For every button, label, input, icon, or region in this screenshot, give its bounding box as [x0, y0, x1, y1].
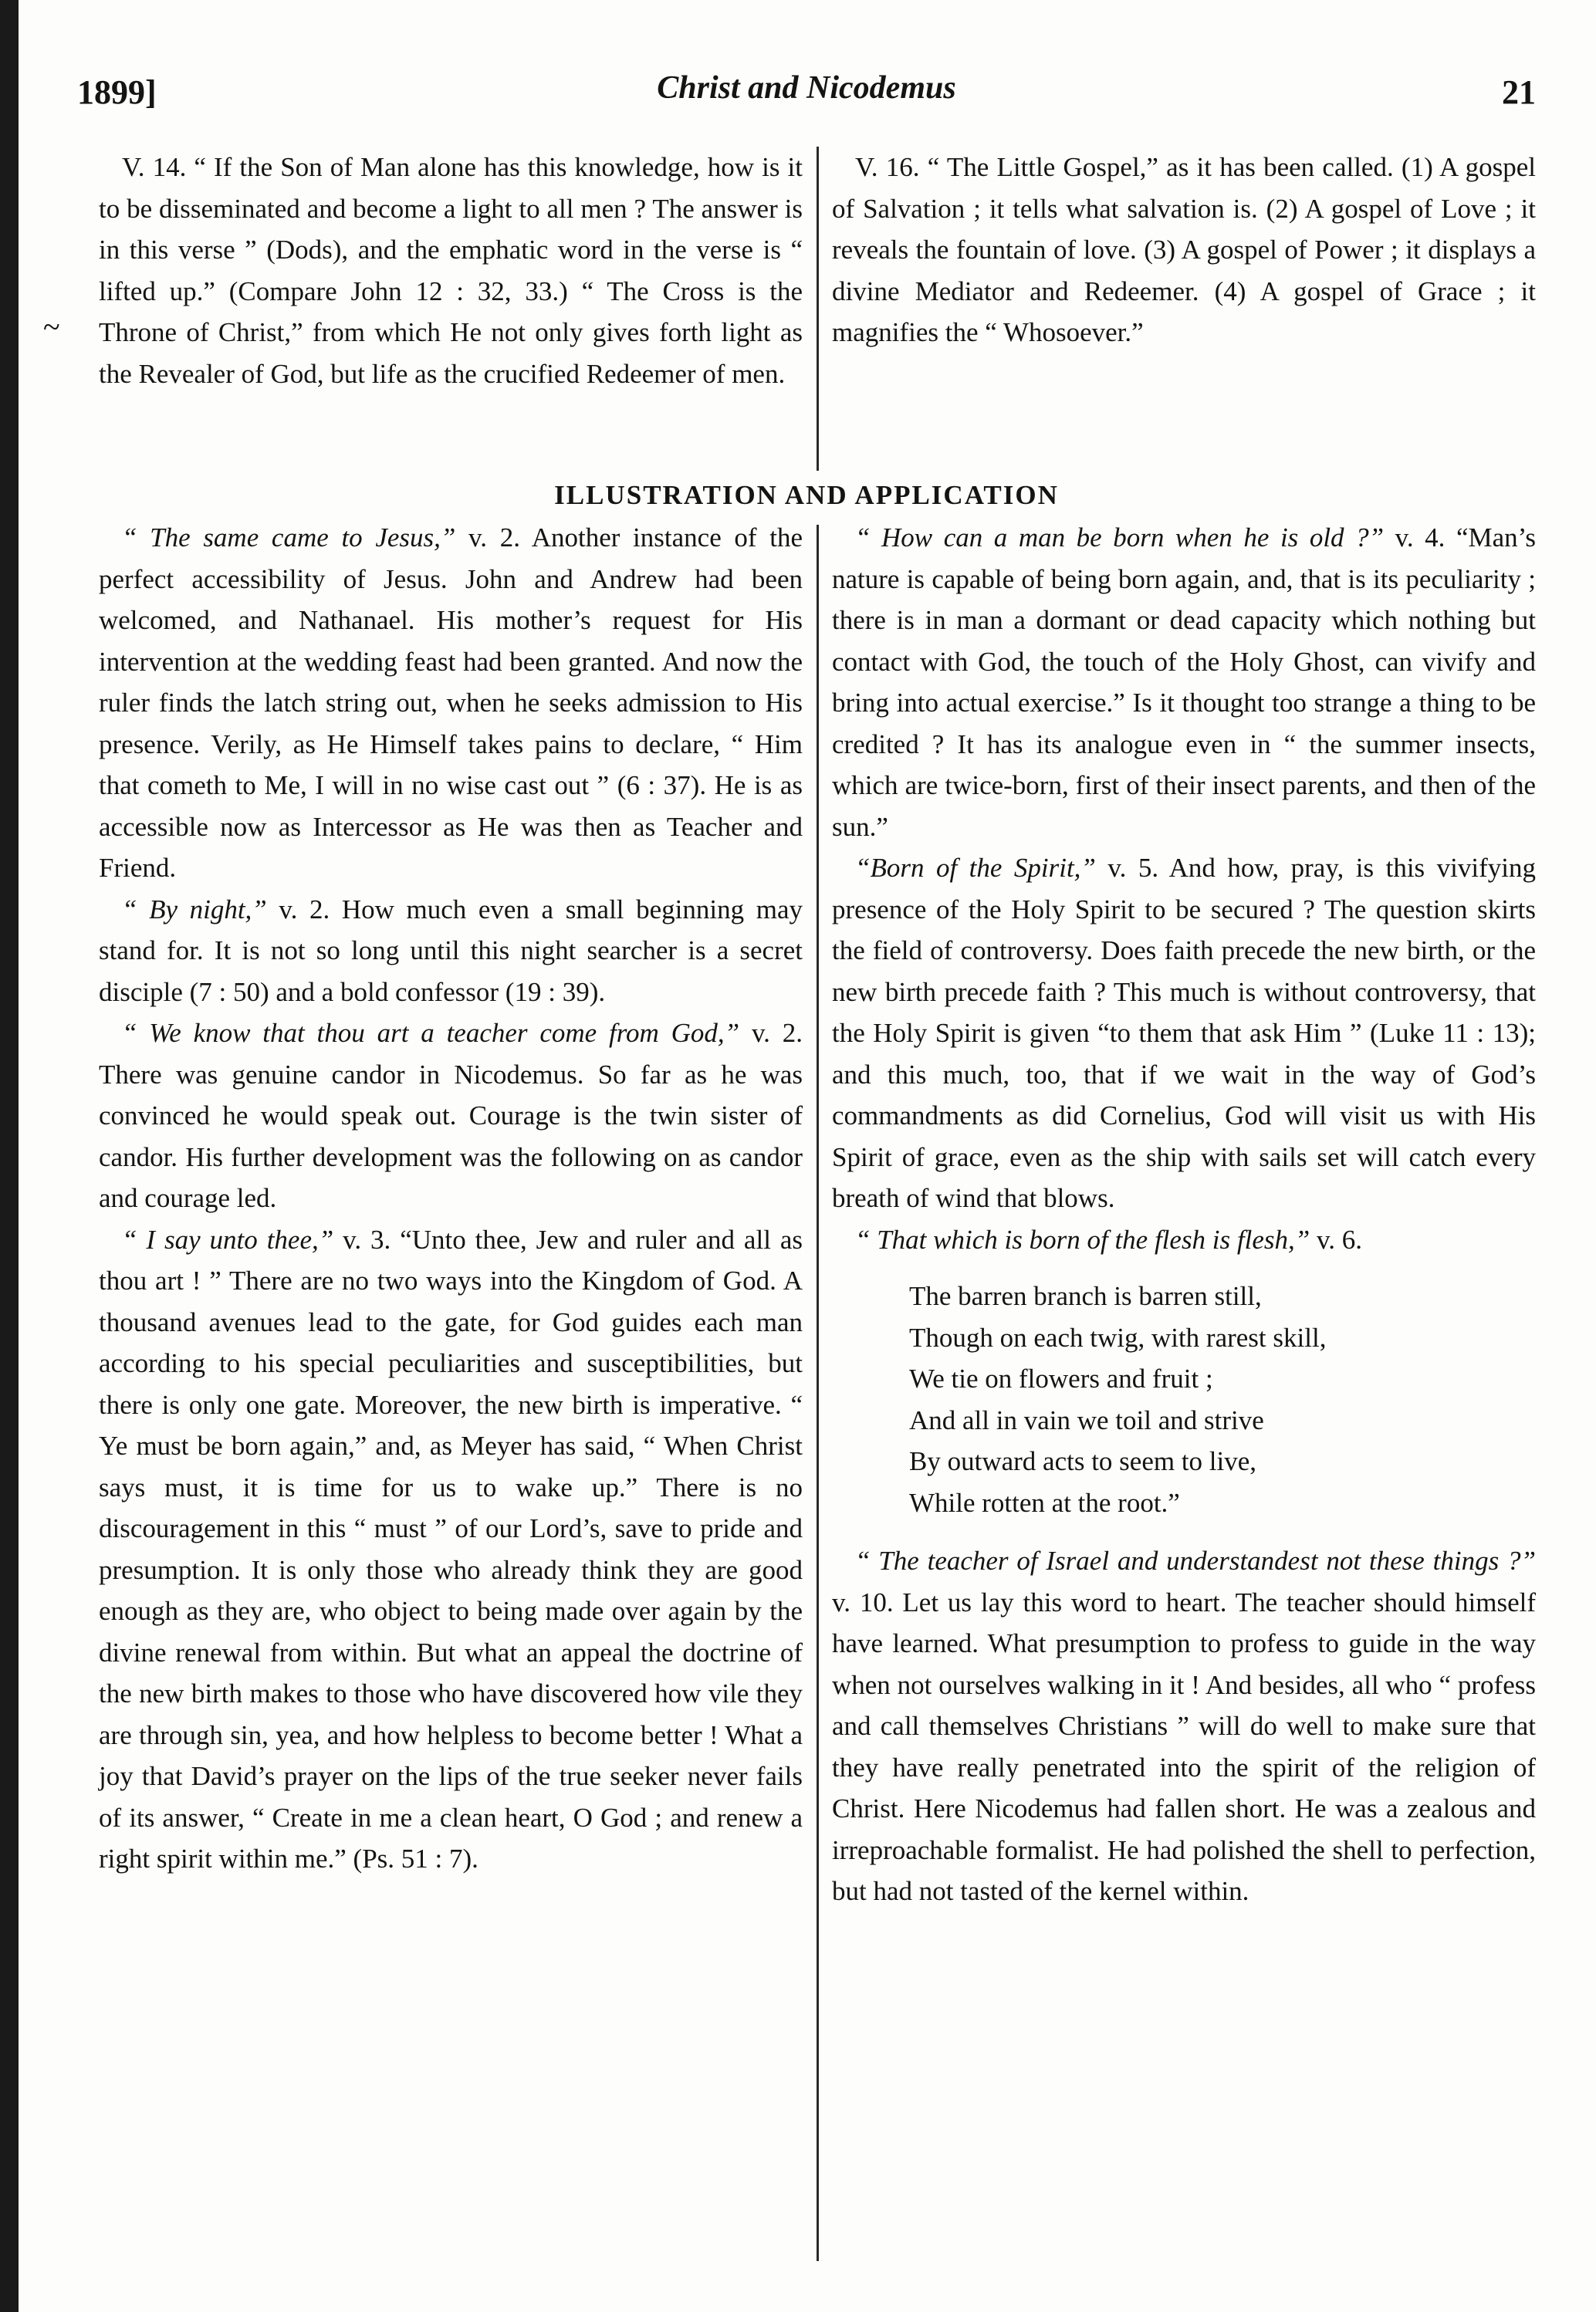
poem-line: We tie on flowers and fruit ;	[909, 1364, 1213, 1394]
paragraph-v14: V. 14. “ If the Son of Man alone has this knowledge, how is it to be disseminated and become a light to all men ? The answer is in this verse ” (Dods), and the emphatic word in the verse is “ lifted up.” (Compare John 12 : 32, 33.) “ The Cross is the Throne of Christ,” from which He not only gives forth light as the Revealer of God, but life as the crucified Redeemer of men.	[99, 152, 803, 389]
running-title: Christ and Nicodemus	[657, 70, 956, 106]
margin-tick: ~	[43, 309, 60, 344]
header-year: 1899]	[77, 73, 157, 111]
poem-line: The barren branch is barren still,	[909, 1281, 1262, 1311]
poem-quotation	[832, 1276, 1536, 1523]
top-left-paragraph	[99, 147, 803, 394]
right-paragraph: “ That which is born of the flesh is flesh,” v. 6.	[855, 1224, 1362, 1255]
poem-line: While rotten at the root.”	[909, 1487, 1180, 1518]
column-rule-top	[817, 147, 819, 471]
page-header	[77, 65, 1536, 119]
left-paragraph: “ By night,” v. 2. How much even a small beginning may stand for. It is not so long until this night searcher is a secret disciple (7 : 50) and a bold confessor (19 : 39).	[99, 894, 803, 1007]
scan-edge	[0, 0, 19, 2312]
column-rule-bottom	[817, 525, 819, 2261]
right-column	[832, 517, 1536, 1912]
left-paragraph: “ The same came to Jesus,” v. 2. Another instance of the perfect accessibility of Jesus. John and Andrew had been welcomed, and Nathanael. His mother’s request for His intervention at the wedding feast had been granted. And now the ruler finds the latch string out, when he seeks admission to His presence. Verily, as He Himself takes pains to declare, “ Him that cometh to Me, I will in no wise cast out ” (6 : 37). He is as accessible now as Intercessor as He was then as Teacher and Friend.	[99, 522, 803, 883]
paragraph-v16: V. 16. “ The Little Gospel,” as it has been called. (1) A gospel of Salvation ; it tells what salvation is. (2) A gospel of Love ; it reveals the fountain of love. (3) A gospel of Power ; it displays a divine Mediator and Redeemer. (4) A gospel of Grace ; it magnifies the “ Whosoever.”	[832, 152, 1536, 347]
right-paragraph: “ The teacher of Israel and understandest not these things ?” v. 10. Let us lay this word to heart. The teacher should himself have learned. What presumption to profess to guide in the way when not ourselves walking in it ! And besides, all who “ profess and call themselves Christians ” will do well to make sure that they have really penetrated into the spirit of the religion of Christ. Here Nicodemus had fallen short. He was a zealous and irreproachable formalist. He had polished the shell to perfection, but had not tasted of the kernel within.	[832, 1546, 1536, 1906]
left-column	[99, 517, 803, 1880]
right-paragraph: “ How can a man be born when he is old ?” v. 4. “Man’s nature is capable of being born again, and, that is its peculiarity ; there is in man a dormant or dead capacity which nothing but contact with God, the touch of the Holy Ghost, can vivify and bring into actual exercise.” Is it thought too strange a thing to be credited ? It has its analogue even in “ the summer insects, which are twice-born, first of their insect parents, and then of the sun.”	[832, 522, 1536, 842]
right-paragraph: “Born of the Spirit,” v. 5. And how, pray, is this vivifying presence of the Holy Spirit to be secured ? The question skirts the field of controversy. Does faith precede the new birth, or the new birth precede faith ? This much is without controversy, that the Holy Spirit is given “to them that ask Him ” (Luke 11 : 13); and this much, too, that if we wait in the way of God’s commandments as did Cornelius, God will visit us with His Spirit of grace, even as the ship with sails set will catch every breath of wind that blows.	[832, 853, 1536, 1213]
poem-line: Though on each twig, with rarest skill,	[909, 1322, 1327, 1353]
left-paragraph: “ We know that thou art a teacher come from God,” v. 2. There was genuine candor in Nicodemus. So far as he was convinced he would speak out. Courage is the twin sister of candor. His further development was the following on as candor and courage led.	[99, 1018, 803, 1213]
section-heading: ILLUSTRATION AND APPLICATION	[554, 480, 1059, 510]
poem-line: By outward acts to seem to live,	[909, 1446, 1257, 1476]
left-paragraph: “ I say unto thee,” v. 3. “Unto thee, Jew and ruler and all as thou art ! ” There are no two ways into the Kingdom of God. A thousand avenues lead to the gate, for God guides each man according to his special peculiarities and susceptibilities, but there is only one gate. Moreover, the new birth is imperative. “ Ye must be born again,” and, as Meyer has said, “ When Christ says must, it is time for us to wake up.” There is no discouragement in this “ must ” of our Lord’s, save to pride and presumption. It is only those who already think they are good enough as they are, who object to being made over again by the divine renewal from within. But what an appeal the doctrine of the new birth makes to those who have discovered how vile they are through sin, yea, and how helpless to become better ! What a joy that David’s prayer on the lips of the true seeker never fails of its answer, “ Create in me a clean heart, O God ; and renew a right spirit within me.” (Ps. 51 : 7).	[99, 1224, 803, 1874]
top-right-paragraph	[832, 147, 1536, 353]
poem-line: And all in vain we toil and strive	[909, 1404, 1264, 1435]
page-number: 21	[1502, 73, 1536, 111]
